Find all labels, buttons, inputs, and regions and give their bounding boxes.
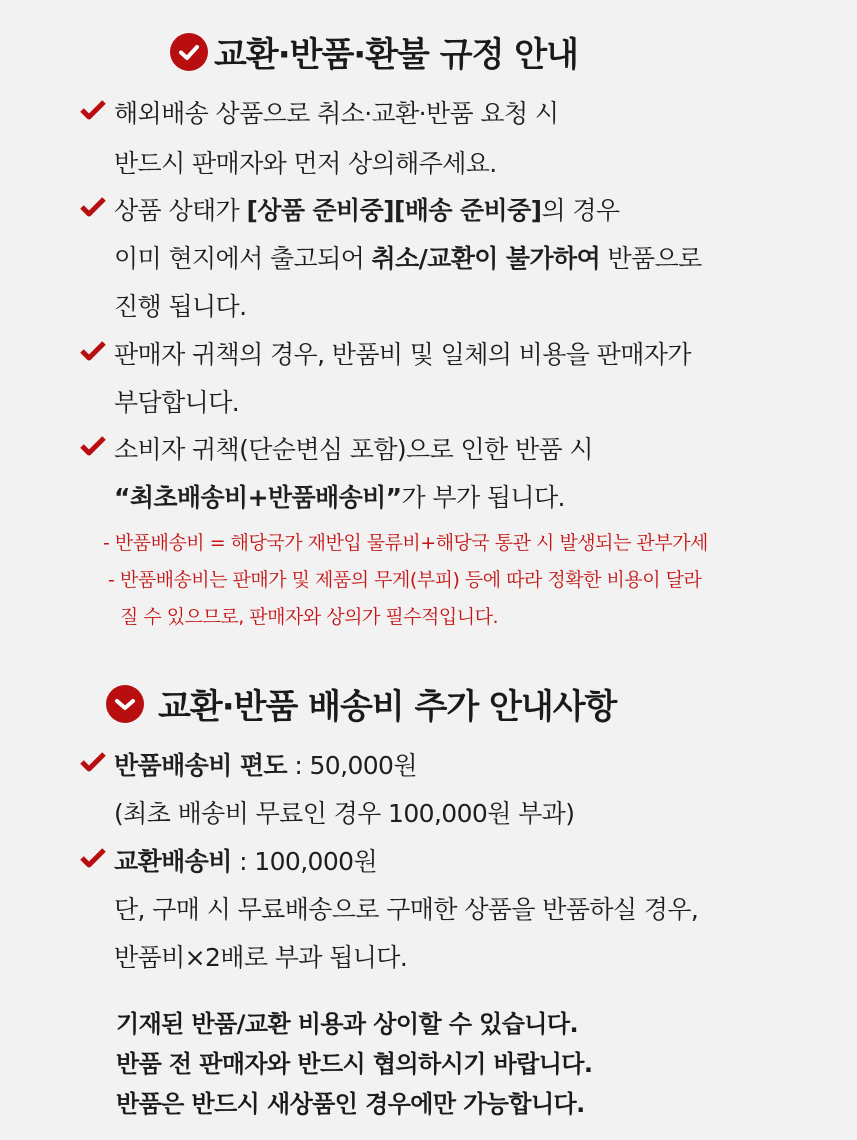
check-mark-icon: [80, 197, 106, 217]
check-mark-icon: [80, 436, 106, 456]
return-fee-note: (최초 배송비 무료인 경우 100,000원 부과): [114, 799, 575, 828]
item2-line2-prefix: 이미 현지에서 출고되어: [114, 244, 372, 273]
item1-line1: 해외배송 상품으로 취소·교환·반품 요청 시: [114, 99, 559, 128]
item2-line1: [114, 191, 619, 227]
item3-line2: 부담합니다.: [114, 388, 240, 417]
check-circle-icon: [106, 685, 144, 723]
item2-line1-suffix: 의 경우: [541, 196, 620, 225]
item2-status-bold: [상품 준비중][배송 준비중]: [246, 196, 542, 225]
check-circle-icon: [170, 33, 208, 71]
item2-line3: 진행 됩니다.: [114, 292, 247, 321]
check-mark-icon: [80, 848, 106, 868]
policy-title: [170, 27, 578, 76]
closing-line-3: 반품은 반드시 새상품인 경우에만 가능합니다.: [116, 1090, 585, 1118]
exchange-fee-note-line2: 반품비×2배로 부과 됩니다.: [114, 943, 408, 972]
exchange-fee-label: 교환배송비: [114, 847, 232, 876]
item4-line1: 소비자 귀책(단순변심 포함)으로 인한 반품 시: [114, 435, 593, 464]
item2-line2-suffix: 반품으로: [600, 244, 702, 273]
closing-line-1: 기재된 반품/교환 비용과 상이할 수 있습니다.: [116, 1010, 578, 1038]
return-fee-label: 반품배송비 편도: [114, 751, 287, 780]
exchange-fee-note-line1: 단, 구매 시 무료배송으로 구매한 상품을 반품하실 경우,: [114, 895, 699, 924]
item2-cancel-bold: 취소/교환이 불가하여: [371, 244, 601, 273]
shipping-title-text: 교환·반품 배송비 추가 안내사항: [158, 687, 617, 727]
return-fee-value: : 50,000원: [286, 751, 417, 780]
check-mark-icon: [80, 341, 106, 361]
item2-line1-prefix: 상품 상태가: [114, 196, 247, 225]
item1-line2: 반드시 판매자와 먼저 상의해주세요.: [114, 149, 497, 178]
item4-line2: [114, 478, 565, 514]
note-variable-line2: 질 수 있으므로, 판매자와 상의가 필수적입니다.: [120, 606, 499, 628]
exchange-fee-value: : 100,000원: [231, 847, 378, 876]
item3-line1: 판매자 귀책의 경우, 반품비 및 일체의 비용을 판매자가: [114, 340, 691, 369]
item4-fee-bold: “최초배송비+반품배송비”: [114, 483, 402, 512]
policy-title-text: 교환·반품·환불 규정 안내: [214, 35, 578, 75]
check-mark-icon: [80, 752, 106, 772]
note-variable-line1: - 반품배송비는 판매가 및 제품의 무게(부피) 등에 따라 정확한 비용이 달라: [108, 569, 702, 591]
item4-line2-suffix: 가 부가 됩니다.: [401, 483, 565, 512]
check-mark-icon: [80, 100, 106, 120]
note-return-fee: - 반품배송비 = 해당국가 재반입 물류비+해당국 통관 시 발생되는 관부가세: [103, 532, 708, 554]
return-fee-line: [114, 746, 417, 782]
closing-line-2: 반품 전 판매자와 반드시 협의하시기 바랍니다.: [116, 1050, 593, 1078]
exchange-fee-line: [114, 842, 377, 878]
item2-line2: [114, 239, 702, 275]
shipping-title: [106, 679, 616, 728]
